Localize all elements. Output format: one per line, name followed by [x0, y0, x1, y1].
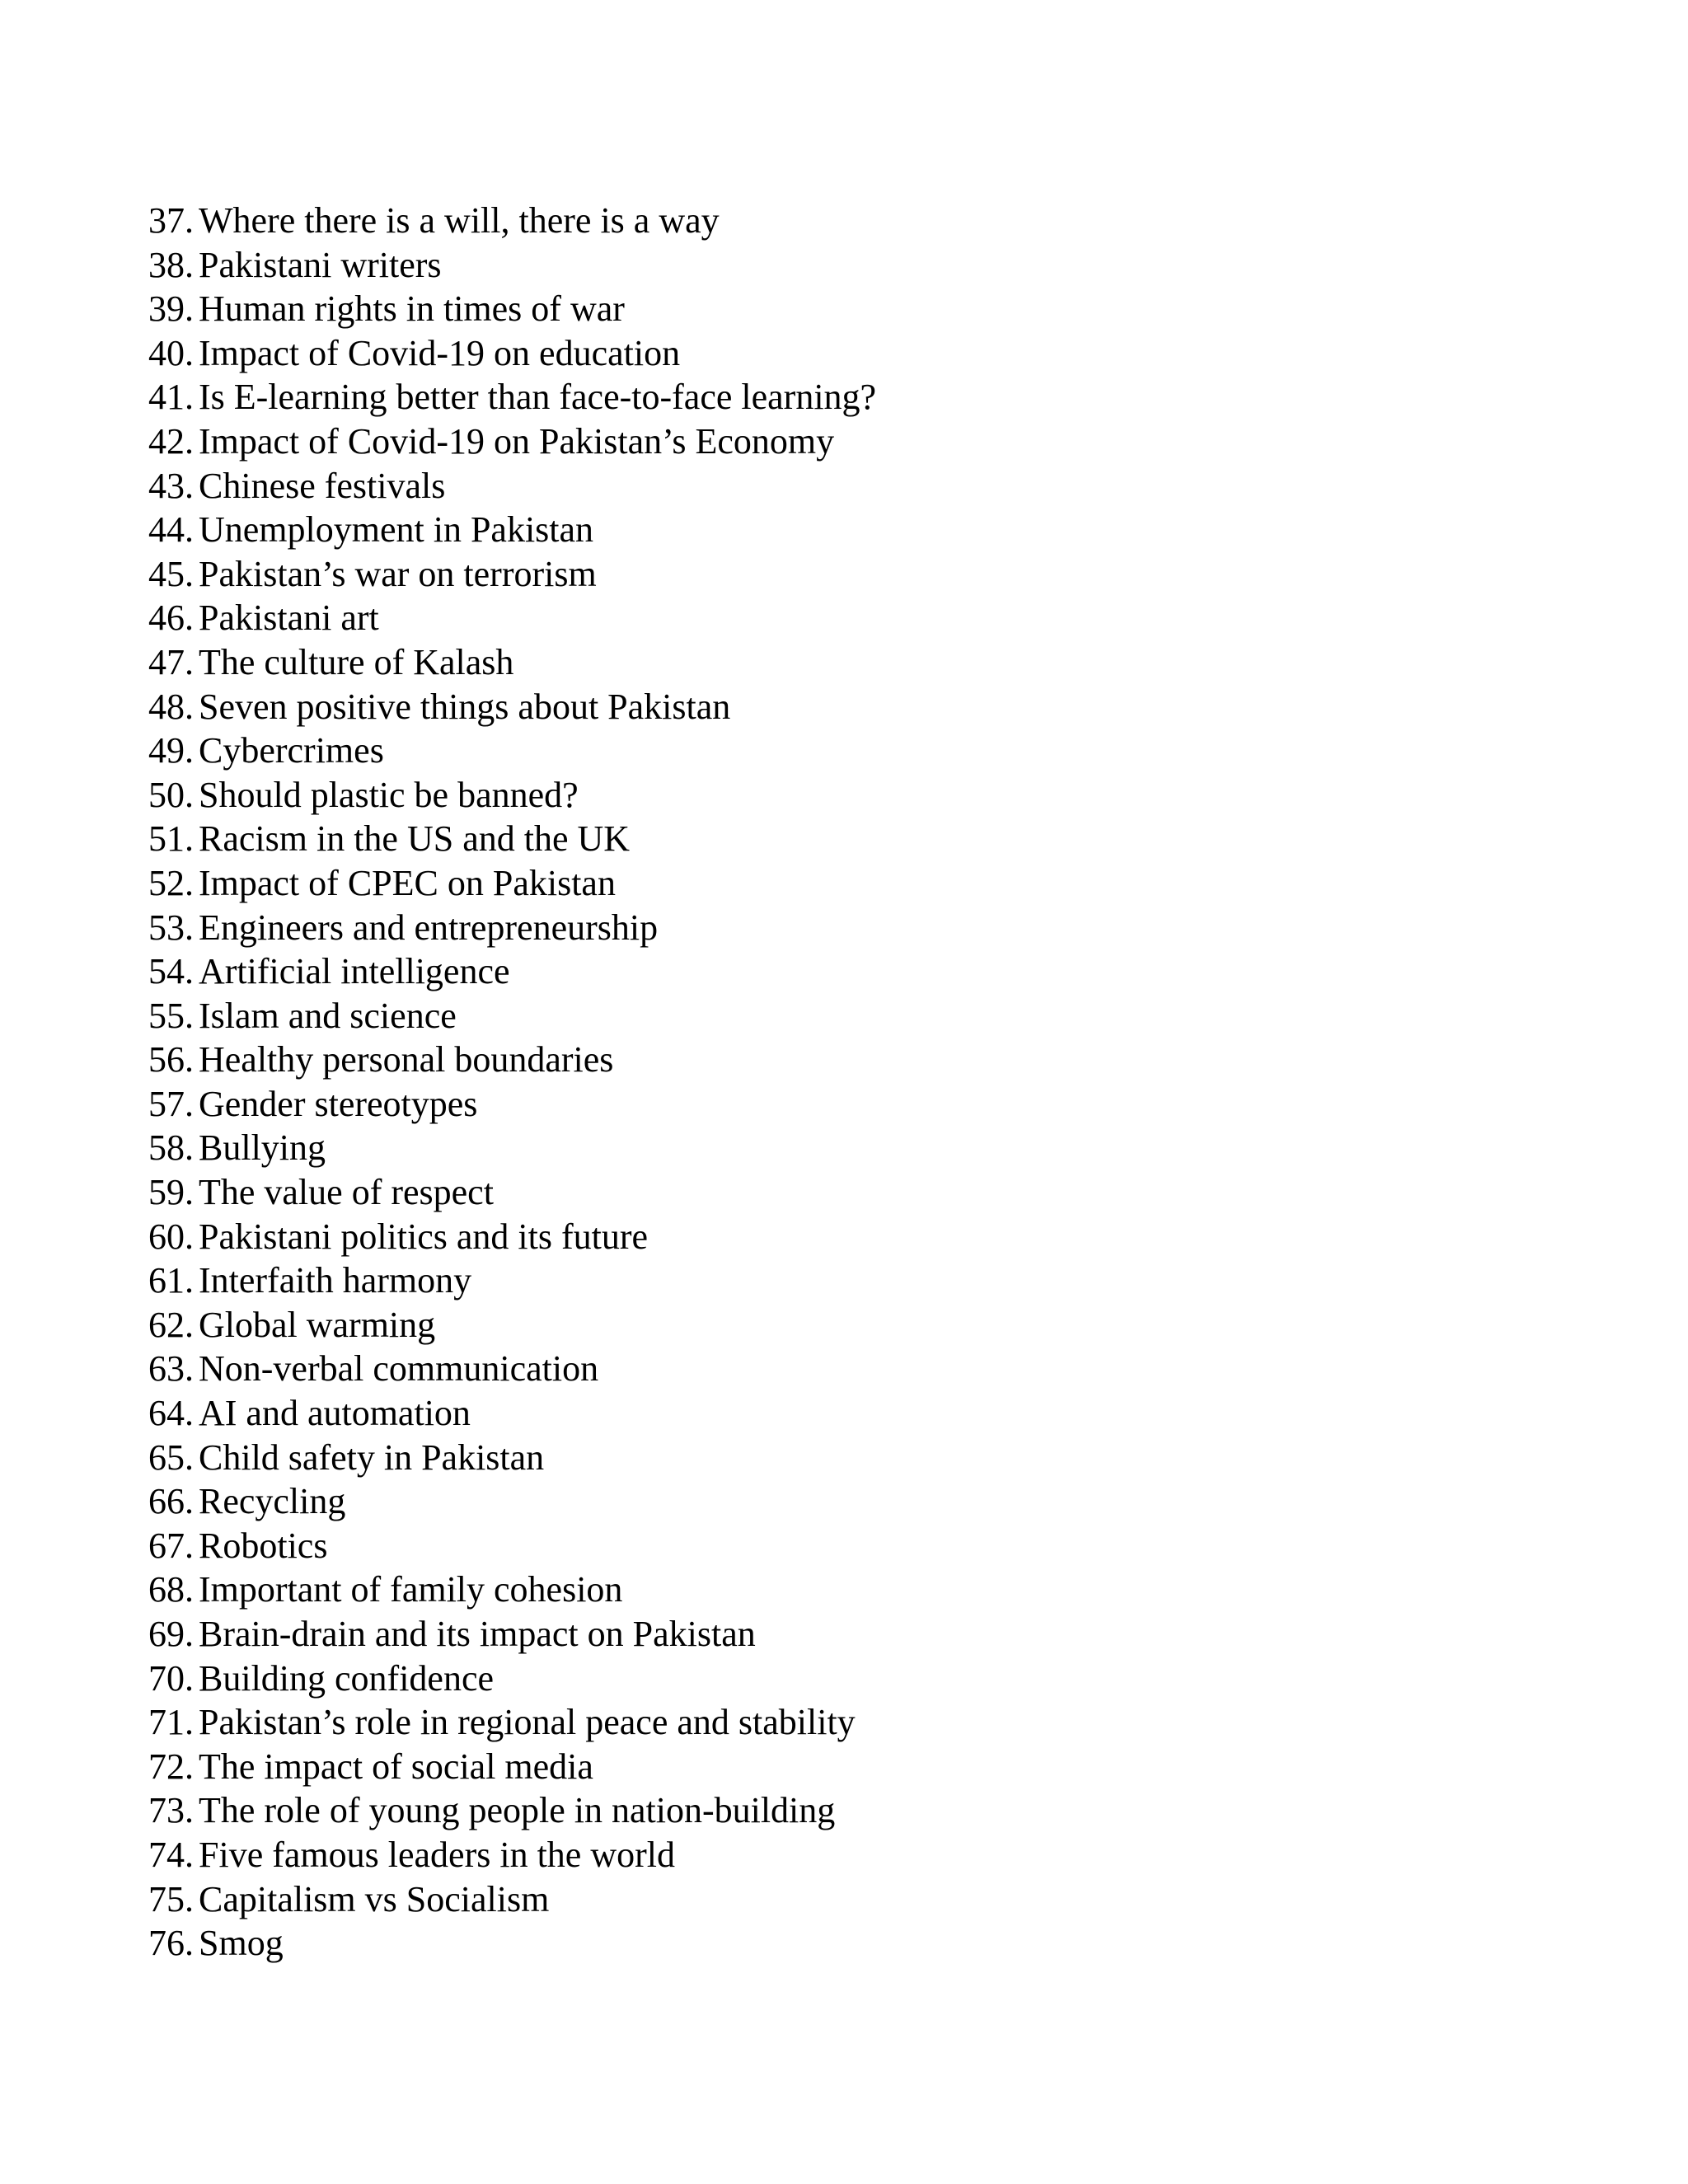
list-item-text: Artificial intelligence [199, 951, 510, 992]
list-item-text: Should plastic be banned? [199, 774, 579, 815]
list-item-number: 54. [148, 951, 194, 992]
list-item-number: 58. [148, 1127, 194, 1169]
list-item [148, 1921, 876, 1966]
list-item [148, 419, 876, 464]
list-item-number: 69. [148, 1614, 194, 1654]
list-item-text: Non-verbal communication [199, 1348, 599, 1390]
list-item [148, 596, 876, 640]
list-item-text: Islam and science [199, 995, 457, 1036]
list-item [148, 1833, 876, 1877]
list-item [148, 685, 876, 729]
list-item-text: Chinese festivals [199, 465, 446, 506]
list-item [148, 287, 876, 331]
list-item [148, 817, 876, 861]
list-item-text: Important of family cohesion [199, 1569, 623, 1610]
list-item-text: Seven positive things about Pakistan [199, 686, 731, 727]
list-item-number: 70. [148, 1657, 194, 1699]
list-item-number: 59. [148, 1172, 194, 1213]
list-item-text: Pakistani writers [199, 244, 442, 285]
list-item-text: Child safety in Pakistan [199, 1436, 545, 1478]
list-item [148, 331, 876, 376]
list-item [148, 1700, 876, 1745]
list-item-number: 40. [148, 332, 194, 373]
list-item-number: 38. [148, 244, 194, 285]
list-item-text: Healthy personal boundaries [199, 1039, 614, 1080]
list-item [148, 949, 876, 994]
list-item-text: Unemployment in Pakistan [199, 509, 594, 551]
list-item [148, 1657, 876, 1701]
list-item-number: 60. [148, 1216, 194, 1257]
list-item [148, 1391, 876, 1436]
list-item [148, 1479, 876, 1524]
list-item [148, 640, 876, 685]
list-item-text: Where there is a will, there is a way [199, 200, 720, 241]
list-item-number: 43. [148, 465, 194, 506]
list-item-number: 48. [148, 686, 194, 727]
list-item-number: 49. [148, 730, 194, 771]
list-item [148, 508, 876, 552]
list-item [148, 729, 876, 773]
list-item-number: 53. [148, 907, 194, 948]
list-item-number: 73. [148, 1790, 194, 1831]
list-item [148, 243, 876, 288]
list-item [148, 994, 876, 1038]
list-item-number: 41. [148, 377, 194, 418]
list-item-text: Robotics [199, 1525, 328, 1566]
list-item-text: Global warming [199, 1304, 436, 1345]
list-item [148, 1745, 876, 1789]
list-item [148, 1568, 876, 1612]
list-item [148, 1788, 876, 1833]
list-item-number: 68. [148, 1569, 194, 1610]
list-item-number: 57. [148, 1083, 194, 1124]
list-item-text: Pakistani politics and its future [199, 1216, 649, 1257]
list-item-number: 74. [148, 1834, 194, 1875]
list-item-text: The culture of Kalash [199, 641, 514, 682]
list-item [148, 1524, 876, 1568]
list-item-number: 42. [148, 420, 194, 462]
list-item-text: Impact of Covid-19 on Pakistan’s Economy [199, 420, 835, 462]
list-item-text: Engineers and entrepreneurship [199, 907, 659, 948]
list-item [148, 1347, 876, 1391]
list-item-number: 65. [148, 1436, 194, 1478]
list-item-text: Human rights in times of war [199, 288, 625, 330]
list-item [148, 375, 876, 419]
list-item-number: 45. [148, 553, 194, 594]
list-item-text: Capitalism vs Socialism [199, 1878, 550, 1919]
list-item [148, 464, 876, 509]
list-item-text: The impact of social media [199, 1746, 593, 1787]
list-item-number: 39. [148, 288, 194, 330]
list-item [148, 1303, 876, 1347]
list-item-text: Is E-learning better than face-to-face learning? [199, 377, 877, 418]
list-item-text: The role of young people in nation-building [199, 1790, 836, 1831]
list-item [148, 1877, 876, 1922]
list-item-text: Smog [199, 1923, 284, 1964]
list-item [148, 773, 876, 818]
list-item [148, 906, 876, 950]
list-item-number: 75. [148, 1878, 194, 1919]
list-item-text: Building confidence [199, 1657, 495, 1699]
list-item-number: 71. [148, 1702, 194, 1743]
list-item-number: 47. [148, 641, 194, 682]
list-item-text: Bullying [199, 1127, 326, 1169]
list-item-text: The value of respect [199, 1172, 494, 1213]
list-item-number: 56. [148, 1039, 194, 1080]
list-item [148, 1612, 876, 1657]
list-item-text: Cybercrimes [199, 730, 384, 771]
list-item-number: 76. [148, 1923, 194, 1964]
list-item [148, 1082, 876, 1127]
list-item-number: 63. [148, 1348, 194, 1390]
list-item-text: Pakistan’s role in regional peace and stability [199, 1702, 856, 1743]
list-item-number: 44. [148, 509, 194, 551]
list-item-number: 66. [148, 1481, 194, 1522]
list-item [148, 199, 876, 243]
list-item [148, 1436, 876, 1480]
list-item-text: Recycling [199, 1481, 346, 1522]
list-item [148, 1126, 876, 1170]
list-item-number: 55. [148, 995, 194, 1036]
list-item-text: Brain-drain and its impact on Pakistan [199, 1614, 756, 1654]
list-item-text: Racism in the US and the UK [199, 818, 631, 860]
list-item-number: 61. [148, 1260, 194, 1301]
list-item [148, 1038, 876, 1082]
list-item-text: AI and automation [199, 1393, 471, 1434]
list-item-number: 72. [148, 1746, 194, 1787]
list-item [148, 1215, 876, 1259]
list-item-number: 51. [148, 818, 194, 860]
list-item-text: Gender stereotypes [199, 1083, 478, 1124]
list-item-text: Impact of CPEC on Pakistan [199, 862, 616, 903]
list-item-number: 67. [148, 1525, 194, 1566]
list-item-number: 50. [148, 774, 194, 815]
list-item-text: Interfaith harmony [199, 1260, 472, 1301]
list-item-text: Pakistan’s war on terrorism [199, 553, 597, 594]
list-item-text: Five famous leaders in the world [199, 1834, 675, 1875]
list-item [148, 552, 876, 597]
list-item-number: 46. [148, 598, 194, 639]
list-item [148, 1258, 876, 1303]
list-item-number: 62. [148, 1304, 194, 1345]
list-item [148, 1170, 876, 1215]
list-item [148, 861, 876, 906]
list-item-text: Pakistani art [199, 598, 379, 639]
list-item-number: 64. [148, 1393, 194, 1434]
topic-list [148, 199, 876, 1966]
list-item-number: 52. [148, 862, 194, 903]
list-item-text: Impact of Covid-19 on education [199, 332, 681, 373]
list-item-number: 37. [148, 200, 194, 241]
